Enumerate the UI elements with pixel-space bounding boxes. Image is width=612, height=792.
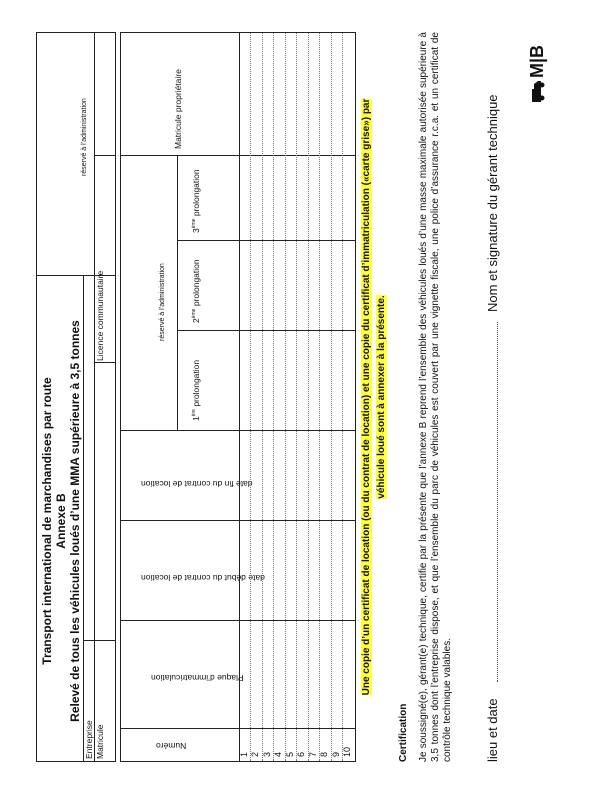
reserved-admin-mid: réservé à l’administration <box>159 263 166 341</box>
row-number: 2 <box>250 751 260 757</box>
col-date-fin: date fin du contrat de location <box>141 479 253 489</box>
col-prolongation-2: 2ème prolongation <box>191 259 201 323</box>
reserved-admin-top: réservé à l’administration <box>81 98 88 176</box>
row-number: 5 <box>285 751 295 757</box>
col-prolongation-1: 1ère prolongation <box>191 359 201 421</box>
row-number: 9 <box>331 751 341 757</box>
col-numero: Numéro <box>156 741 187 751</box>
title-line-3: Relevé de tous les véhicules loués d’une MMA supérieure à 3,5 tonnes <box>68 320 82 722</box>
licence-label: Licence communautaire <box>95 270 105 361</box>
col-prolongation-3: 3ème prolongation <box>191 169 201 233</box>
row-number: 10 <box>342 746 352 757</box>
notice <box>358 32 388 762</box>
certification-title: Certification <box>398 703 409 762</box>
title-line-1: Transport international de marchandises par route <box>40 377 54 665</box>
row-number: 3 <box>262 751 272 757</box>
title-line-2: Annexe B <box>54 493 68 549</box>
row-number: 4 <box>273 751 283 757</box>
col-plaque: Plaque d’immatriculation <box>151 673 244 683</box>
entreprise-label: Entreprise <box>84 720 94 759</box>
matricule-label: Matricule <box>95 724 105 759</box>
col-date-debut: date début du contrat de location <box>141 573 265 583</box>
logo-text: M|B <box>526 44 547 78</box>
certification-text: Je soussigné(e), gérant(e) technique, certifie par la présente que l’annexe B reprend l’ensemble des véhicules loués d’une masse maximale autorisée supérieure à 3,5 tonnes dont l’entreprise dispose, et que l’ensemble du parc de véhicules est couvert par une vignette fiscale, une police d’assurance r.c.a. et un certificat de contrôle technique valables. <box>418 32 453 762</box>
notice-line-2: véhicule loué sont à annexer à la présente. <box>376 295 387 499</box>
row-number: 7 <box>308 751 318 757</box>
row-grid <box>239 33 355 761</box>
truck-icon <box>529 80 545 102</box>
row-number: 8 <box>319 751 329 757</box>
notice-line-1: Une copie d’un certificat de location (ou du contrat de location) et une copie du certificat d’immatriculation («carte grise») par <box>361 98 372 696</box>
lieu-date-label: lieu et date <box>485 698 500 762</box>
row-number: 6 <box>296 751 306 757</box>
mb-logo <box>525 45 549 102</box>
signature-label: Nom et signature du gérant technique <box>485 94 500 312</box>
col-matricule-proprietaire: Matricule propriétaire <box>173 69 183 149</box>
dot-leader <box>487 322 498 682</box>
row-number: 1 <box>239 751 249 757</box>
header-box <box>36 32 116 762</box>
vehicle-table <box>120 32 356 762</box>
